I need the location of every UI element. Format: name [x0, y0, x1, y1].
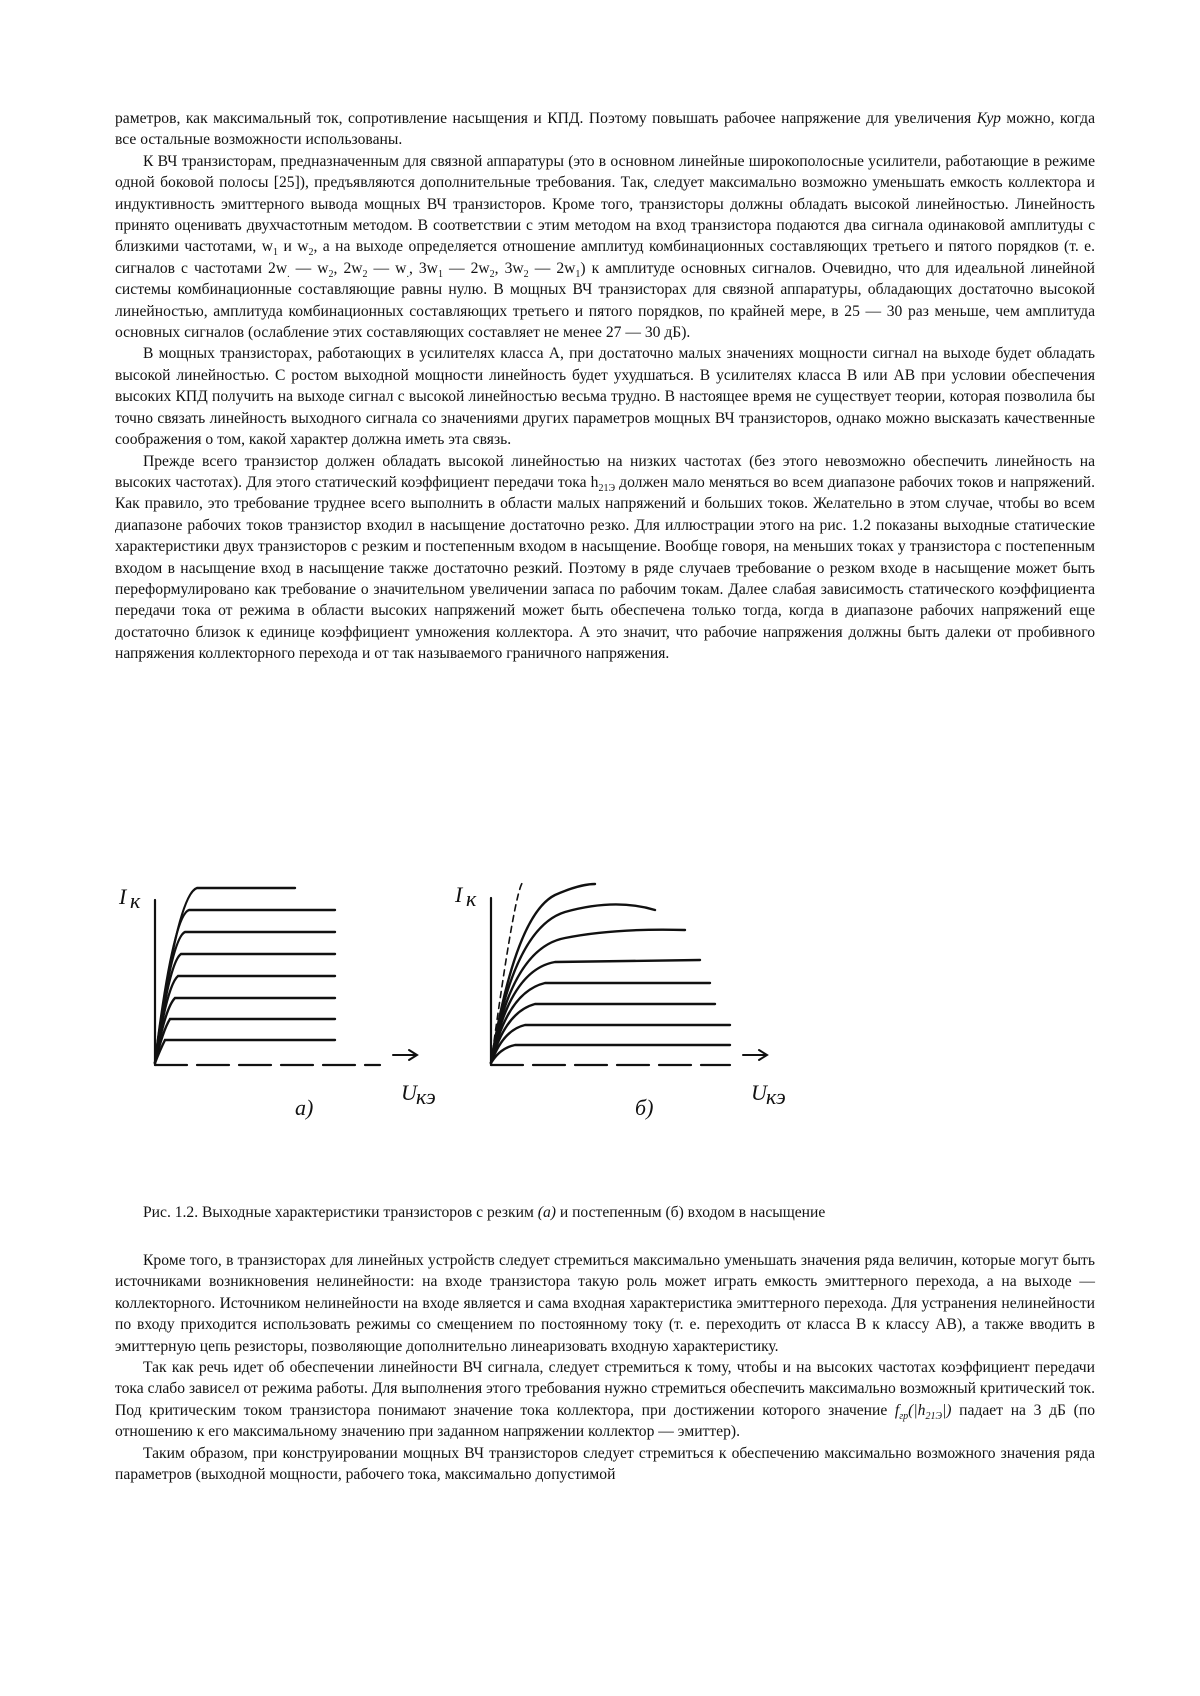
figure-caption: Рис. 1.2. Выходные характеристики транзисторов с резким (а) и постепенным (б) входом в насыщение [143, 1204, 826, 1221]
output-characteristics-diagram [115, 880, 1095, 1180]
diagram-b [491, 882, 767, 1065]
svg-text:кэ: кэ [766, 1084, 786, 1109]
kur-symbol: Кур [976, 110, 1001, 127]
diagram-a [155, 888, 417, 1065]
paragraph-4: Прежде всего транзистор должен обладать высокой линейностью на низких частотах (без этого невозможно обеспечить линейность на высоких частотах). Для этого статический коэффициент передачи тока $h_{21Э}$ должен мало меняться во всем диапазоне рабочих токов и напряжений. Как правило, это требование труднее всего выполнить в области малых напряжений и больших токов. Желательно в этом случае, чтобы во всем диапазоне рабочих токов транзистор входил в насыщение достаточно резко. Для иллюстрации этого на рис. 1.2 показаны выходные статические характеристики двух транзисторов с резким и постепенным входом в насыщение. Вообще говоря, на меньших токах у транзистора с постепенным входом в насыщение вход в насыщение также достаточно резкий. Поэтому в ряде случаев требование о резком входе в насыщение может быть переформулировано как требование о значительном увеличении запаса по рабочим токам. Далее слабая зависимость статического коэффициента передачи тока от режима в области высоких напряжений может быть обеспечена только тогда, когда в диапазоне рабочих напряжений еще достаточно близок к единице коэффициент умножения коллектора. А это значит, что рабочие напряжения должны быть далеки от пробивного напряжения коллекторного перехода и от так называемого граничного напряжения. [115, 452, 1095, 663]
y-label-b: I [455, 882, 463, 907]
x-label-a: U [401, 1080, 417, 1105]
paragraph-7: Таким образом, при конструировании мощных ВЧ транзисторов следует стремиться к обеспечению максимально возможного значения ряда параметров (выходной мощности, рабочего тока, максимально допустимой [115, 1444, 1095, 1484]
paragraph-1: раметров, как максимальный ток, сопротивление насыщения и КПД. Поэтому повышать рабочее напряжение для увеличения Кур можно, когда все остальные возможности использованы. [115, 110, 1095, 149]
paragraph-6: Так как речь идет об обеспечении линейности ВЧ сигнала, следует стремиться к тому, чтобы и на высоких частотах коэффициент передачи тока слабо зависел от режима работы. Для выполнения этого требования нужно стремиться обеспечить максимально возможный критический ток. Под критическим током транзистора понимают значение тока коллектора, при достижении которого значение $f_{гр}(|h_{21Э}|)$ падает на 3 дБ (по отношению к его максимальному значению при заданном напряжении коллектор — эмиттер). [115, 1359, 1095, 1441]
fgr-symbol: $f_{гр}(|h_{21Э}|)$ [894, 1401, 952, 1422]
tag-b: б) [635, 1095, 654, 1120]
text-bottom [115, 1250, 1095, 1485]
svg-text:к: к [466, 886, 477, 911]
svg-text:кэ: кэ [416, 1084, 436, 1109]
svg-text:к: к [130, 888, 141, 913]
x-label-b: U [751, 1080, 767, 1105]
text-top [115, 108, 1095, 665]
y-label-a: I [119, 884, 127, 909]
paragraph-5: Кроме того, в транзисторах для линейных устройств следует стремиться максимально уменьшать значения ряда величин, которые могут быть источниками возникновения нелинейности: на входе транзистора такую роль может играть емкость эмиттерного перехода, а на выходе — коллекторного. Источником нелинейности на входе является и сама входная характеристика эмиттерного перехода. Для устранения нелинейности по входу приходится использовать режимы со смещением по постоянному току (т. е. переходить от класса В к классу АВ), а также вводить в эмиттерную цепь резисторы, позволяющие дополнительно линеаризовать входную характеристику. [115, 1252, 1095, 1355]
paragraph-2: К ВЧ транзисторам, предназначенным для связной аппаратуры (это в основном линейные широкополосные усилители, работающие в режиме одной боковой полосы [25]), предъявляются дополнительные требования. Так, следует максимально возможно уменьшать емкость коллектора и индуктивность эмиттерного вывода мощных ВЧ транзисторов. Кроме того, транзисторы должны обладать высокой линейностью. Линейность принято оценивать двухчастотным методом. В соответствии с этим методом на вход транзистора подаются два сигнала одинаковой амплитуды с близкими частотами, $w_1$ и $w_2$, а на выходе определяется отношение амплитуд комбинационных составляющих третьего и пятого порядков (т. е. сигналов с частотами $2w_.$ — $w_2$, $2w_2$ — $w_.$, $3w_1$ — $2w_2$, $3w_2$ — $2w_1$) к амплитуде основных сигналов. Очевидно, что для идеальной линейной системы комбинационные составляющие равны нулю. В мощных ВЧ транзисторах для связной аппаратуры, обладающих достаточно высокой линейностью, амплитуда комбинационных составляющих третьего и пятого порядков, по крайней мере, в 25 — 30 раз меньше, чем амплитуда основных сигналов (ослабление этих составляющих составляет не менее 27 — 30 дБ). [115, 152, 1096, 342]
paragraph-3: В мощных транзисторах, работающих в усилителях класса А, при достаточно малых значениях мощности сигнал на выходе будет обладать высокой линейностью. С ростом выходной мощности линейность будет ухудшаться. В усилителях класса В или АВ при условии обеспечения высоких КПД получить на выходе сигнал с высокой линейностью весьма трудно. В настоящее время не существует теории, которая позволила бы точно связать линейность выходного сигнала со значениями других параметров мощных ВЧ транзисторов, однако можно высказать качественные соображения о том, какой характер должна иметь эта связь. [115, 345, 1095, 449]
figure-1-2 [115, 880, 1095, 1180]
tag-a: а) [295, 1095, 314, 1120]
